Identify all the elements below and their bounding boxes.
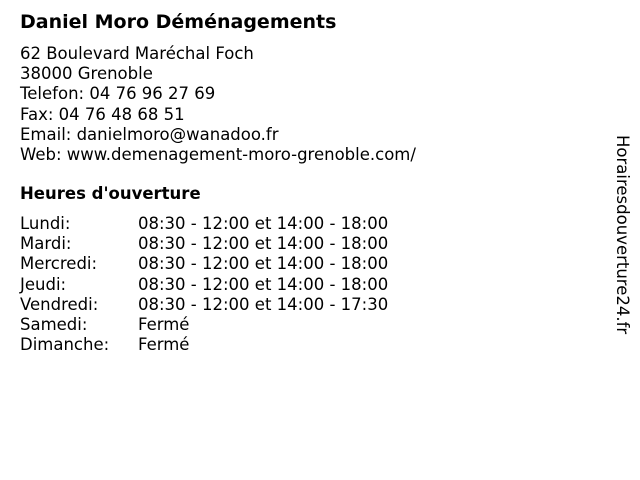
day-label: Mardi: (20, 234, 72, 254)
day-label: Samedi: (20, 314, 88, 334)
web-line: Web: www.demenagement-moro-grenoble.com/ (20, 144, 416, 164)
hours-row-wednesday (20, 254, 440, 274)
day-hours: 08:30 - 12:00 et 14:00 - 18:00 (138, 274, 389, 294)
phone-line: Telefon: 04 76 96 27 69 (20, 84, 216, 104)
fax-line: Fax: 04 76 48 68 51 (20, 104, 185, 124)
day-label: Jeudi: (20, 274, 67, 294)
hours-row-sunday (20, 335, 440, 355)
day-label: Vendredi: (20, 294, 99, 314)
hours-row-monday (20, 214, 440, 234)
hours-heading: Heures d'ouverture (20, 184, 201, 203)
hours-row-thursday (20, 275, 440, 295)
hours-row-saturday (20, 315, 440, 335)
email-line: Email: danielmoro@wanadoo.fr (20, 124, 279, 144)
address-city: 38000 Grenoble (20, 64, 153, 84)
day-hours: 08:30 - 12:00 et 14:00 - 18:00 (138, 254, 389, 274)
contact-block (20, 44, 416, 165)
day-hours: 08:30 - 12:00 et 14:00 - 18:00 (138, 234, 389, 254)
hours-table (20, 214, 440, 355)
day-label: Dimanche: (20, 335, 110, 355)
site-watermark: Horairesdouverture24.fr (613, 135, 632, 335)
hours-row-tuesday (20, 234, 440, 254)
day-label: Lundi: (20, 214, 71, 233)
day-hours: 08:30 - 12:00 et 14:00 - 17:30 (138, 294, 389, 314)
day-hours: Fermé (138, 335, 190, 355)
business-name: Daniel Moro Déménagements (20, 11, 337, 33)
day-hours: Fermé (138, 314, 190, 334)
day-label: Mercredi: (20, 254, 98, 274)
address-street: 62 Boulevard Maréchal Foch (20, 44, 254, 63)
hours-row-friday (20, 295, 440, 315)
day-hours: 08:30 - 12:00 et 14:00 - 18:00 (138, 214, 389, 233)
